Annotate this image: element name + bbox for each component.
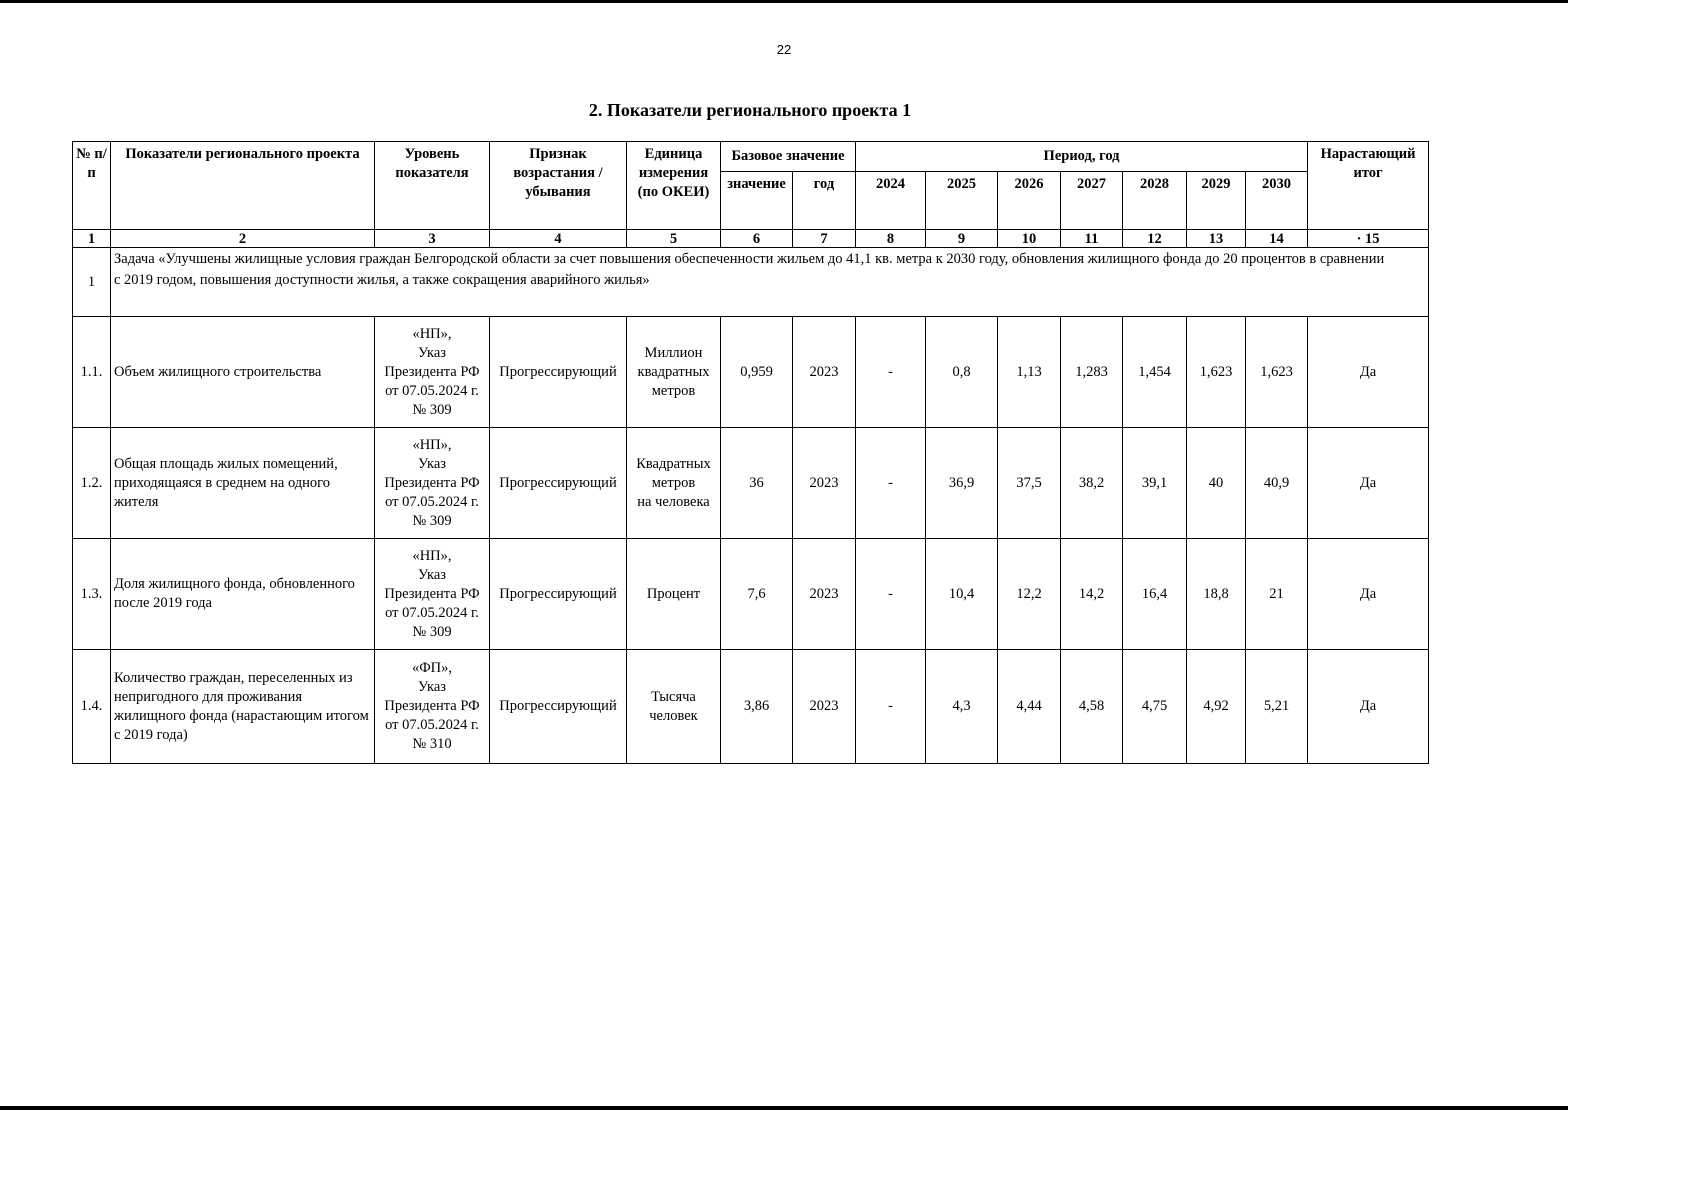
- indicator-trend: Прогрессирующий: [490, 539, 627, 650]
- header-year: 2025: [926, 172, 998, 230]
- header-level: Уровень показателя: [375, 142, 490, 230]
- column-number: 3: [375, 230, 490, 248]
- indicator-name: Общая площадь жилых помещений, приходящаяся в среднем на одного жителя: [111, 428, 375, 539]
- indicator-unit: Процент: [627, 539, 721, 650]
- value-2030: 5,21: [1246, 650, 1308, 764]
- indicator-level: «НП», Указ Президента РФ от 07.05.2024 г. № 309: [375, 539, 490, 650]
- value-2026: 1,13: [998, 317, 1061, 428]
- header-year: 2029: [1187, 172, 1246, 230]
- value-2030: 1,623: [1246, 317, 1308, 428]
- page-number: 22: [776, 42, 792, 57]
- column-number: 10: [998, 230, 1061, 248]
- row-num: 1.2.: [73, 428, 111, 539]
- header-year: 2030: [1246, 172, 1308, 230]
- column-number: 5: [627, 230, 721, 248]
- indicator-level: «ФП», Указ Президента РФ от 07.05.2024 г. № 310: [375, 650, 490, 764]
- value-2029: 18,8: [1187, 539, 1246, 650]
- value-2026: 4,44: [998, 650, 1061, 764]
- value-2029: 4,92: [1187, 650, 1246, 764]
- base-value: 36: [721, 428, 793, 539]
- column-number: 9: [926, 230, 998, 248]
- header-year: 2028: [1123, 172, 1187, 230]
- header-num: № п/п: [73, 142, 111, 230]
- table-row: [73, 539, 1429, 650]
- header-year: 2024: [856, 172, 926, 230]
- base-year: 2023: [793, 650, 856, 764]
- table-row: [73, 317, 1429, 428]
- base-year: 2023: [793, 539, 856, 650]
- task-num: 1: [73, 248, 111, 317]
- page-title: 2. Показатели регионального проекта 1: [588, 100, 912, 120]
- value-2029: 40: [1187, 428, 1246, 539]
- cumulative-flag: Да: [1308, 650, 1429, 764]
- column-number: 12: [1123, 230, 1187, 248]
- header-trend: Признак возрастания / убывания: [490, 142, 627, 230]
- header-base: Базовое значение: [721, 142, 856, 172]
- value-2025: 4,3: [926, 650, 998, 764]
- table-row: [73, 650, 1429, 764]
- base-year: 2023: [793, 317, 856, 428]
- value-2028: 39,1: [1123, 428, 1187, 539]
- column-number-row: [73, 230, 1429, 248]
- column-number: 8: [856, 230, 926, 248]
- base-value: 7,6: [721, 539, 793, 650]
- header-unit: Единица измерения (по ОКЕИ): [627, 142, 721, 230]
- column-number: 11: [1061, 230, 1123, 248]
- value-2028: 1,454: [1123, 317, 1187, 428]
- task-row: [73, 248, 1429, 317]
- indicator-name: Количество граждан, переселенных из непригодного для проживания жилищного фонда (нарастающим итогом с 2019 года): [111, 650, 375, 764]
- value-2024: -: [856, 650, 926, 764]
- base-value: 0,959: [721, 317, 793, 428]
- task-line-1: Задача «Улучшены жилищные условия граждан Белгородской области за счет повышения обеспеченности жильем до 41,1 кв. метра к 2030 году, обновления жилищного фонда до 20 процентов в сравнении: [114, 251, 1385, 267]
- indicator-unit: Миллион квадратных метров: [627, 317, 721, 428]
- base-year: 2023: [793, 428, 856, 539]
- value-2029: 1,623: [1187, 317, 1246, 428]
- value-2030: 40,9: [1246, 428, 1308, 539]
- value-2024: -: [856, 428, 926, 539]
- indicator-name: Объем жилищного строительства: [111, 317, 375, 428]
- header-year: 2026: [998, 172, 1061, 230]
- column-number: 4: [490, 230, 627, 248]
- table-row: [73, 428, 1429, 539]
- task-line-2: с 2019 годом, повышения доступности жилья, а также сокращения аварийного жилья»: [114, 272, 650, 288]
- column-number: 7: [793, 230, 856, 248]
- header-year: 2027: [1061, 172, 1123, 230]
- header-indicator: Показатели регионального проекта: [111, 142, 375, 230]
- indicators-table: [72, 141, 1429, 764]
- value-2027: 14,2: [1061, 539, 1123, 650]
- value-2028: 16,4: [1123, 539, 1187, 650]
- value-2024: -: [856, 317, 926, 428]
- row-num: 1.3.: [73, 539, 111, 650]
- cumulative-flag: Да: [1308, 428, 1429, 539]
- indicator-trend: Прогрессирующий: [490, 317, 627, 428]
- column-number: 1: [73, 230, 111, 248]
- header-base-year: год: [793, 172, 856, 230]
- column-number: 6: [721, 230, 793, 248]
- row-num: 1.4.: [73, 650, 111, 764]
- value-2028: 4,75: [1123, 650, 1187, 764]
- indicator-name: Доля жилищного фонда, обновленного после 2019 года: [111, 539, 375, 650]
- value-2027: 1,283: [1061, 317, 1123, 428]
- column-number: 13: [1187, 230, 1246, 248]
- indicator-unit: Квадратных метров на человека: [627, 428, 721, 539]
- value-2026: 37,5: [998, 428, 1061, 539]
- value-2025: 0,8: [926, 317, 998, 428]
- cumulative-flag: Да: [1308, 539, 1429, 650]
- header-base-value: значение: [721, 172, 793, 230]
- row-num: 1.1.: [73, 317, 111, 428]
- header-period: Период, год: [856, 142, 1308, 172]
- header-cumulative: Нарастающий итог: [1308, 142, 1429, 230]
- base-value: 3,86: [721, 650, 793, 764]
- value-2024: -: [856, 539, 926, 650]
- indicator-level: «НП», Указ Президента РФ от 07.05.2024 г. № 309: [375, 317, 490, 428]
- value-2025: 10,4: [926, 539, 998, 650]
- value-2025: 36,9: [926, 428, 998, 539]
- scan-edge-top: [0, 0, 1568, 3]
- value-2026: 12,2: [998, 539, 1061, 650]
- scan-edge-bottom: [0, 1106, 1568, 1110]
- indicator-trend: Прогрессирующий: [490, 650, 627, 764]
- column-number: · 15: [1308, 230, 1429, 248]
- value-2030: 21: [1246, 539, 1308, 650]
- indicator-unit: Тысяча человек: [627, 650, 721, 764]
- column-number: 2: [111, 230, 375, 248]
- task-text: [111, 248, 1429, 317]
- value-2027: 38,2: [1061, 428, 1123, 539]
- indicator-level: «НП», Указ Президента РФ от 07.05.2024 г. № 309: [375, 428, 490, 539]
- cumulative-flag: Да: [1308, 317, 1429, 428]
- value-2027: 4,58: [1061, 650, 1123, 764]
- column-number: 14: [1246, 230, 1308, 248]
- indicator-trend: Прогрессирующий: [490, 428, 627, 539]
